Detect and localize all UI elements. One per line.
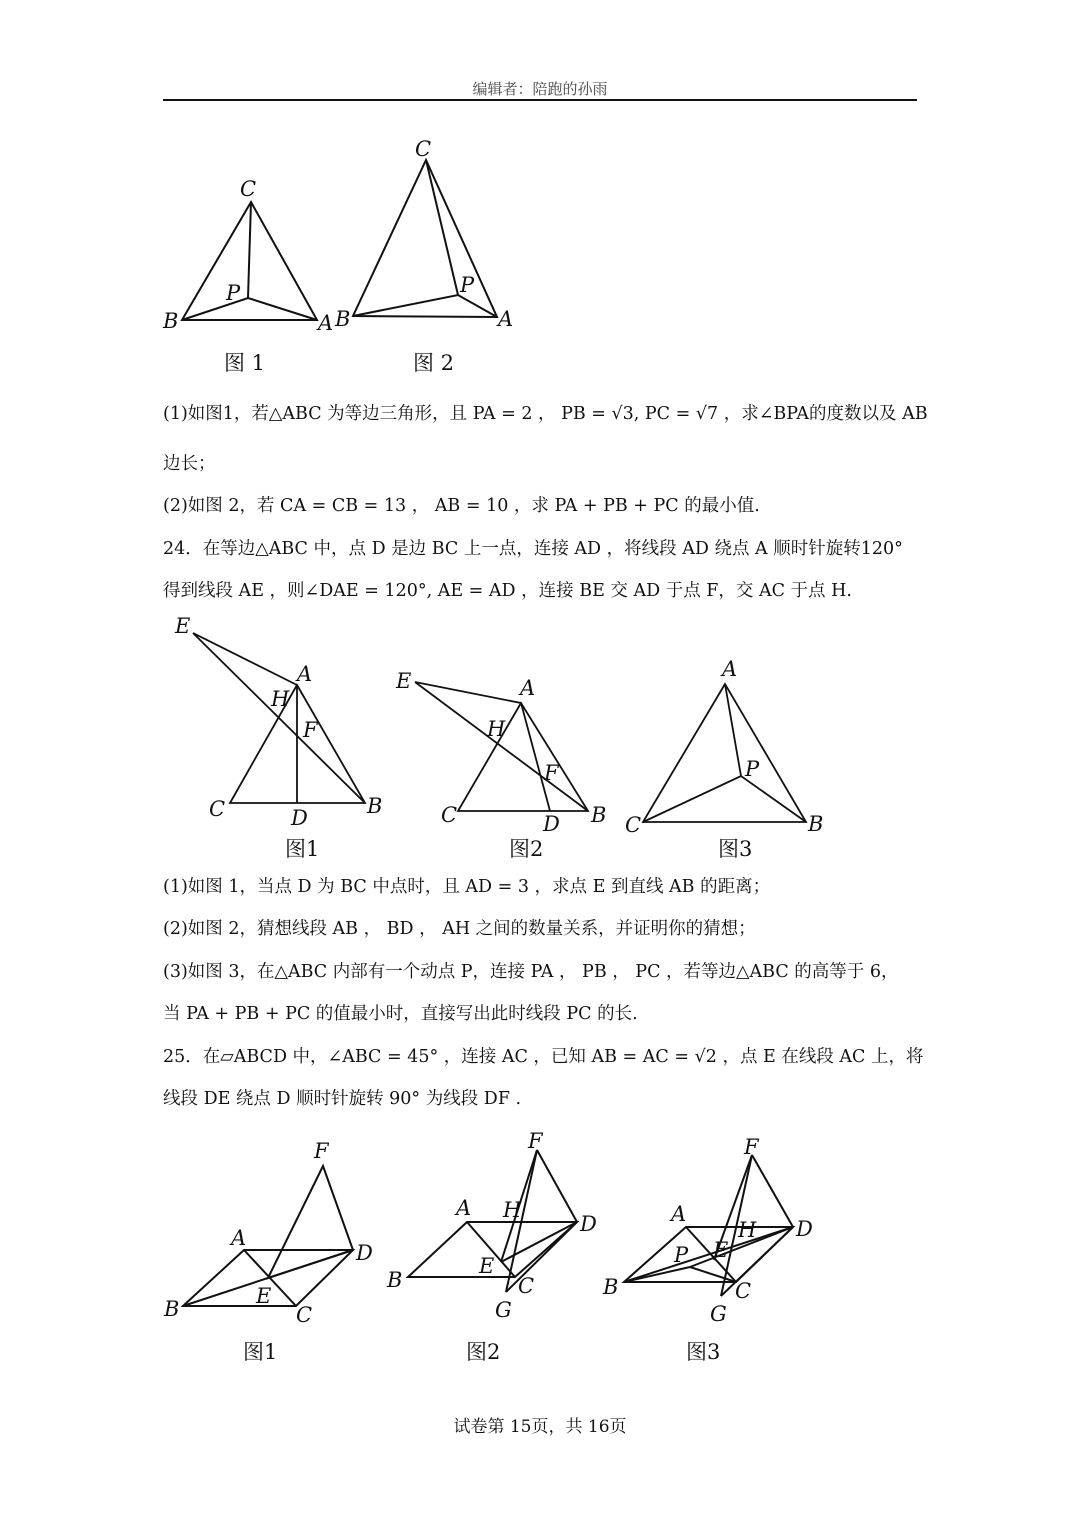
q25-fig1-label-C: C — [296, 1303, 313, 1327]
q24-fig1-label-H: H — [271, 687, 290, 711]
q23-figures — [0, 0, 1080, 390]
q24-fig2-triangle — [458, 703, 588, 811]
q23-part2: (2)如图 2，若 CA = CB = 13 ， AB = 10 ，求 PA + PB + PC 的最小值. — [163, 496, 760, 516]
q25-fig3-label-C: C — [735, 1279, 752, 1303]
q23-fig2-label-C: C — [415, 137, 432, 161]
q23-fig2-lines — [353, 160, 497, 317]
q24-fig2-label-E: E — [396, 669, 412, 693]
q24-question1: (1)如图 1，当点 D 为 BC 中点时，且 AD = 3 ，求点 E 到直线 AB 的距离； — [163, 877, 771, 897]
q24-fig1-AE — [193, 633, 297, 685]
q24-fig1-label-F: F — [303, 718, 318, 742]
q23-fig2-label-B: B — [335, 307, 351, 331]
q24-fig2-label-F: F — [544, 761, 559, 785]
q25-stem-line2: 线段 DE 绕点 D 顺时针旋转 90° 为线段 DF . — [163, 1089, 522, 1109]
q23-fig1-label-P: P — [226, 281, 241, 305]
q24-question3-line1: (3)如图 3，在△ABC 内部有一个动点 P，连接 PA ， PB ， PC ，若等边△ABC 的高等于 6， — [163, 962, 899, 982]
q23-fig2-label-A: A — [498, 307, 514, 331]
q24-fig3-label-A: A — [722, 657, 738, 681]
q24-fig1-caption: 图1 — [285, 837, 320, 861]
q24-fig3-P-lines — [643, 684, 806, 822]
q24-fig2-AD — [521, 703, 550, 811]
q23-fig2-caption: 图 2 — [413, 351, 455, 375]
q25-fig2-DF — [537, 1150, 577, 1222]
q25-fig1-label-F: F — [314, 1139, 329, 1163]
page-header: 编辑者：陪跑的孙雨 — [472, 80, 608, 98]
q25-fig2-label-A: A — [456, 1196, 472, 1220]
q23-fig2-triangle — [353, 160, 497, 317]
q23-part1-line1: (1)如图1，若△ABC 为等边三角形，且 PA = 2 ， PB = √3, PC = √7 ，求∠BPA的度数以及 AB — [163, 404, 928, 424]
q24-question2: (2)如图 2，猜想线段 AB ， BD ， AH 之间的数量关系，并证明你的猜想； — [163, 919, 756, 939]
q25-fig3-DG — [721, 1227, 793, 1296]
q24-stem-line1: 24．在等边△ABC 中，点 D 是边 BC 上一点，连接 AD ，将线段 AD 绕点 A 顺时针旋转120° — [163, 539, 903, 559]
q24-fig1-label-B: B — [367, 794, 383, 818]
q25-fig3-DF — [752, 1155, 793, 1227]
q25-fig1-label-A: A — [231, 1226, 247, 1250]
q25-fig3-label-D: D — [796, 1217, 813, 1241]
q25-fig3-label-H: H — [738, 1218, 757, 1242]
q25-fig3-caption: 图3 — [686, 1340, 721, 1364]
q25-fig2-label-H: H — [503, 1198, 522, 1222]
q24-fig2-label-A: A — [520, 676, 536, 700]
q25-fig3-label-E: E — [713, 1238, 729, 1262]
q25-stem-line1: 25．在▱ABCD 中，∠ABC = 45° ，连接 AC ，已知 AB = AC = √2 ，点 E 在线段 AC 上，将 — [163, 1047, 924, 1067]
q25-fig2-label-C: C — [518, 1274, 535, 1298]
q24-fig3-label-P: P — [745, 757, 760, 781]
q24-fig1-BE — [193, 633, 365, 803]
q24-fig2-label-D: D — [543, 812, 560, 836]
q24-fig2-caption: 图2 — [509, 837, 544, 861]
q25-fig2-label-E: E — [479, 1254, 495, 1278]
q25-fig2-caption: 图2 — [466, 1340, 501, 1364]
q23-fig1-label-C: C — [240, 177, 257, 201]
q25-fig1-label-E: E — [256, 1284, 272, 1308]
q24-fig2-BE — [415, 682, 588, 811]
q25-fig2-DG — [506, 1222, 577, 1292]
q24-stem-line2: 得到线段 AE ，则∠DAE = 120°, AE = AD ，连接 BE 交 AD 于点 F，交 AC 于点 H. — [163, 581, 852, 601]
q24-fig2-label-B: B — [591, 803, 607, 827]
q24-fig3-label-C: C — [625, 813, 642, 837]
q24-fig3-triangle — [643, 684, 806, 822]
q25-fig3-label-G: G — [710, 1302, 727, 1326]
q24-fig1-label-E: E — [175, 614, 191, 638]
q25-fig3-label-F: F — [744, 1135, 759, 1159]
q24-question3-line2: 当 PA + PB + PC 的值最小时，直接写出此时线段 PC 的长. — [163, 1004, 638, 1024]
q24-fig3-caption: 图3 — [718, 837, 753, 861]
q23-fig1-label-B: B — [163, 309, 179, 333]
q25-fig1-caption: 图1 — [243, 1340, 278, 1364]
q25-fig1-label-B: B — [164, 1297, 180, 1321]
q24-fig1-label-C: C — [209, 797, 226, 821]
q25-fig2-label-F: F — [528, 1129, 543, 1153]
q23-part1-line2: 边长； — [163, 454, 216, 474]
q24-fig2-AE — [415, 682, 521, 703]
q24-fig1-label-A: A — [297, 662, 313, 686]
q24-fig2-label-C: C — [441, 803, 458, 827]
q23-fig2-label-P: P — [460, 273, 475, 297]
q25-fig3-label-P: P — [674, 1243, 689, 1267]
q23-fig1-caption: 图 1 — [224, 351, 266, 375]
q24-fig2-label-H: H — [487, 717, 506, 741]
q25-figures — [0, 1125, 1080, 1375]
q23-fig1-label-A: A — [318, 311, 334, 335]
q25-fig3-label-B: B — [603, 1275, 619, 1299]
q25-fig2-label-B: B — [387, 1268, 403, 1292]
q24-fig3-label-B: B — [808, 812, 824, 836]
q25-fig1-label-D: D — [356, 1241, 373, 1265]
q25-fig2-label-D: D — [580, 1212, 597, 1236]
q24-figures — [0, 610, 1080, 865]
q24-fig1-label-D: D — [291, 806, 308, 830]
q25-fig3-label-A: A — [671, 1202, 687, 1226]
q25-fig2-label-G: G — [495, 1298, 512, 1322]
page-footer: 试卷第 15页，共 16页 — [453, 1417, 627, 1437]
q23-fig1-lines — [182, 202, 317, 320]
